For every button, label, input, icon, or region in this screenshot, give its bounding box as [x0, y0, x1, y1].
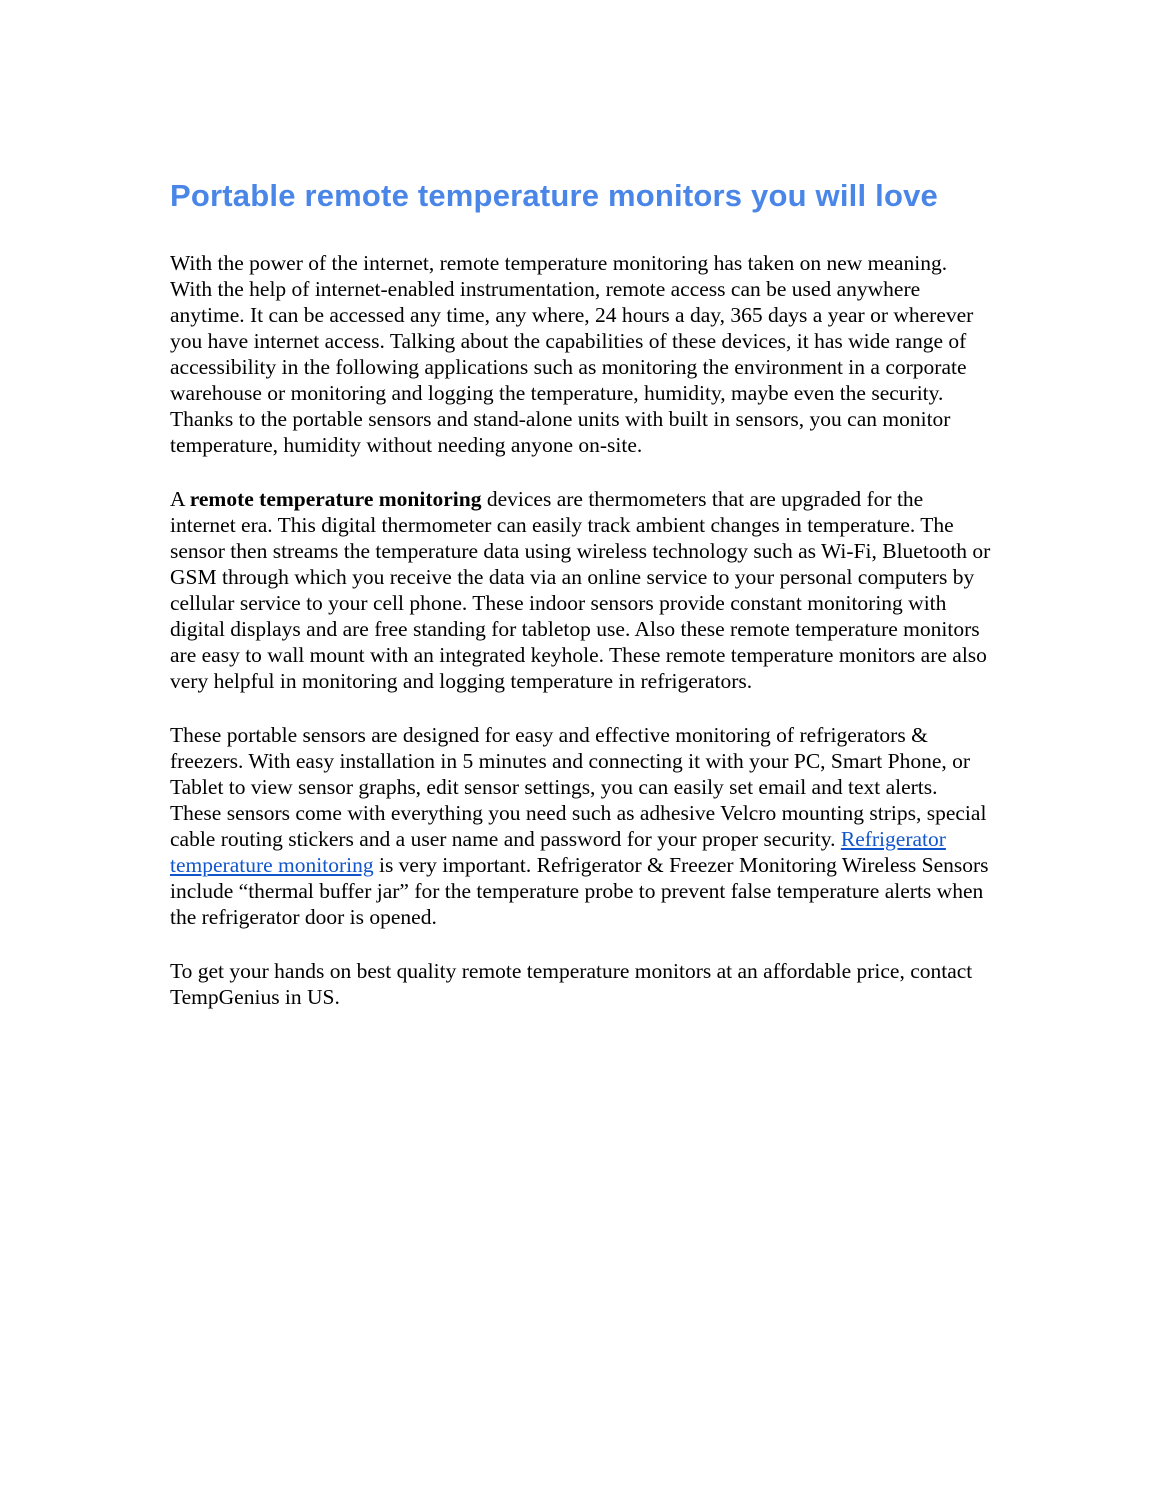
page-title: Portable remote temperature monitors you will love: [170, 178, 938, 213]
paragraph-devices-prefix: A: [170, 486, 190, 511]
paragraph-devices: [170, 486, 992, 694]
paragraph-sensors: [170, 722, 992, 930]
paragraph-intro: With the power of the internet, remote temperature monitoring has taken on new meaning. With the help of internet-enabled instrumentation, remote access can be used anywhere anytime. It can be accessed any time, any where, 24 hours a day, 365 days a year or wherever you have internet access. Talking about the capabilities of these devices, it has wide range of accessibility in the following applications such as monitoring the environment in a corporate warehouse or monitoring and logging the temperature, humidity, maybe even the security. Thanks to the portable sensors and stand-alone units with built in sensors, you can monitor temperature, humidity without needing anyone on-site.: [170, 250, 974, 457]
paragraph-devices-rest: devices are thermometers that are upgraded for the internet era. This digital thermometer can easily track ambient changes in temperature. The sensor then streams the temperature data using wireless technology such as Wi-Fi, Bluetooth or GSM through which you receive the data via an online service to your personal computers by cellular service to your cell phone. These indoor sensors provide constant monitoring with digital displays and are free standing for tabletop use. Also these remote temperature monitors are easy to wall mount with an integrated keyhole. These remote temperature monitors are also very helpful in monitoring and logging temperature in refrigerators.: [170, 486, 991, 693]
paragraph-sensors-rest: is very important. Refrigerator & Freezer Monitoring Wireless Sensors include “thermal buffer jar” for the temperature probe to prevent false temperature alerts when the refrigerator door is opened.: [170, 852, 989, 929]
paragraph-sensors-prefix: These portable sensors are designed for easy and effective monitoring of refrigerators & freezers. With easy installation in 5 minutes and connecting it with your PC, Smart Phone, or Tablet to view sensor graphs, edit sensor settings, you can easily set email and text alerts. These sensors come with everything you need such as adhesive Velcro mounting strips, special cable routing stickers and a user name and password for your proper security.: [170, 722, 987, 851]
bold-phrase-remote-temperature-monitoring: remote temperature monitoring: [189, 486, 482, 511]
refrigerator-temperature-monitoring-link[interactable]: Refrigerator temperature monitoring: [170, 826, 946, 877]
paragraph-contact: To get your hands on best quality remote temperature monitors at an affordable price, contact TempGenius in US.: [170, 958, 973, 1009]
document-content: [170, 178, 992, 1010]
